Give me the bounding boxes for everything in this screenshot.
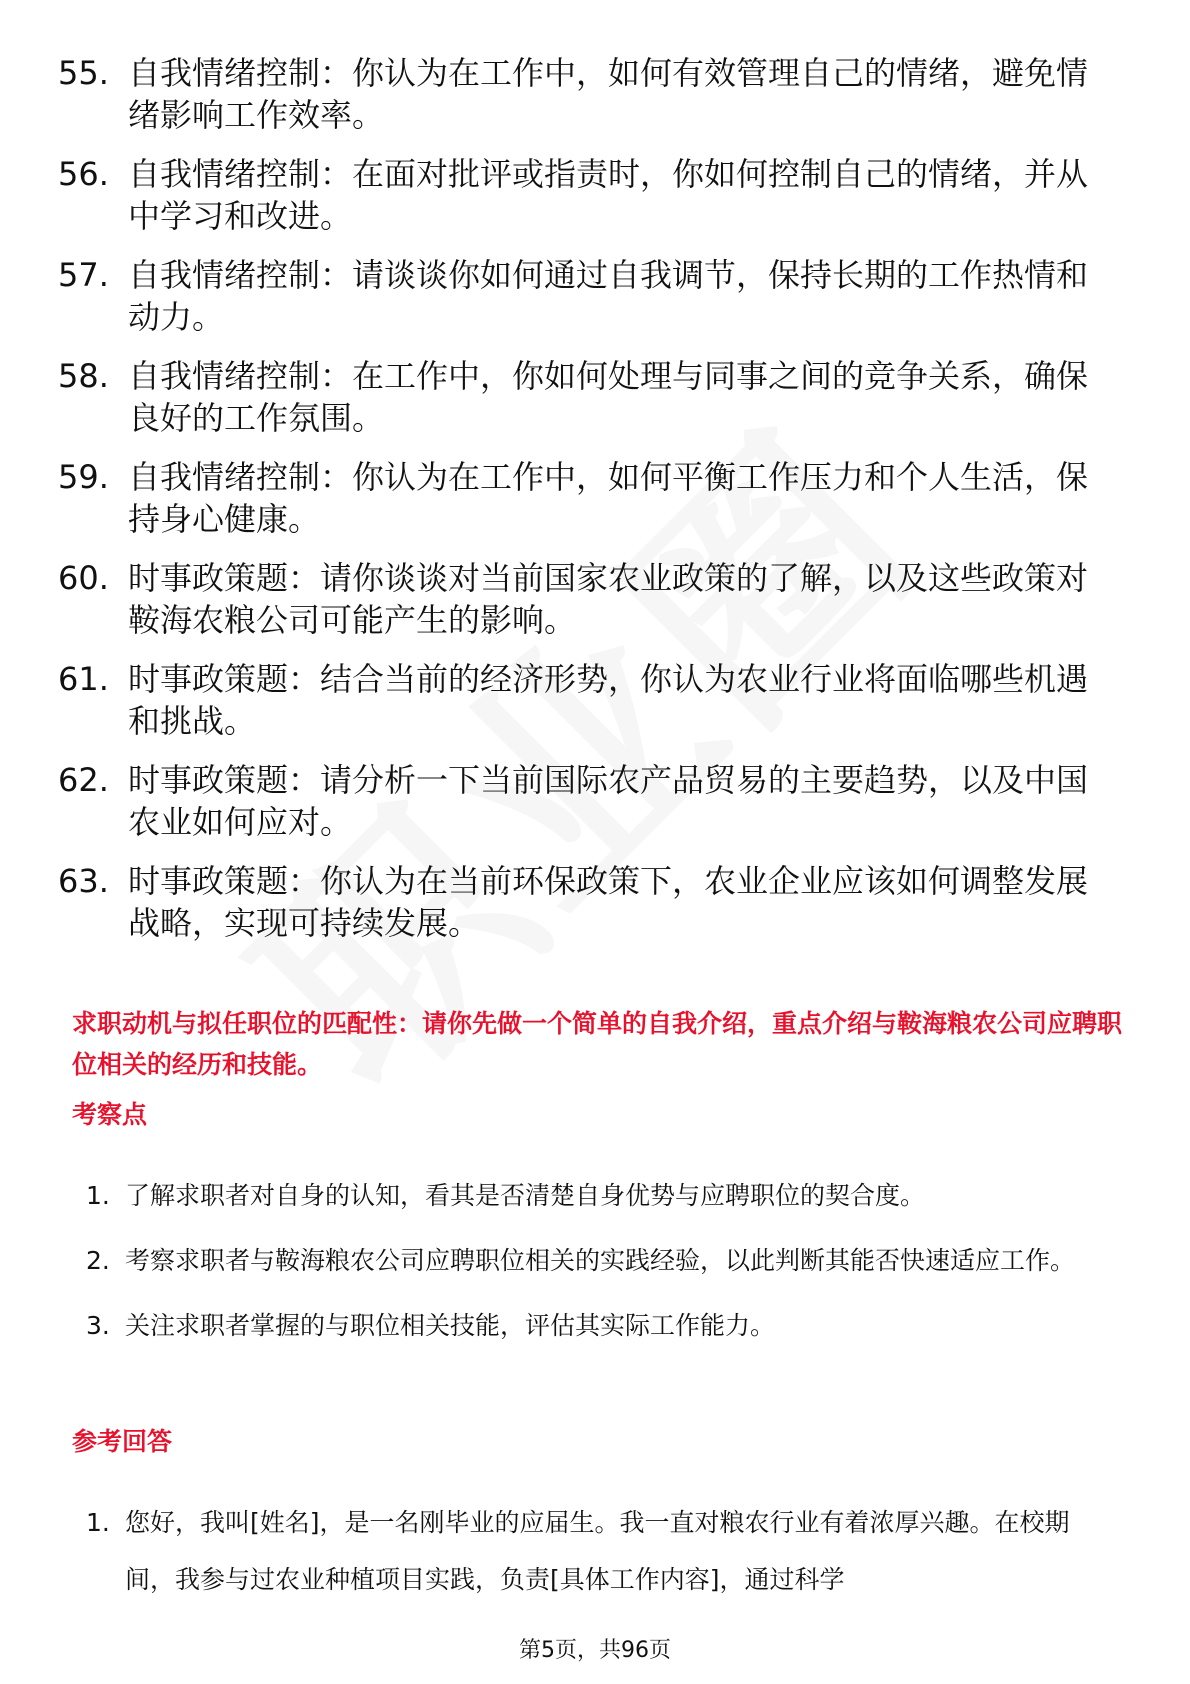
question-text: 时事政策题：结合当前的经济形势，你认为农业行业将面临哪些机遇和挑战。 <box>128 660 1089 740</box>
question-item <box>0 52 1190 136</box>
question-number: 57. <box>58 256 109 294</box>
list-text: 您好，我叫[姓名]，是一名刚毕业的应届生。我一直对粮农行业有着浓厚兴趣。在校期间，我参与过农业种植项目实践，负责[具体工作内容]，通过科学 <box>125 1508 1070 1594</box>
question-item <box>0 658 1190 742</box>
question-text: 自我情绪控制：在工作中，你如何处理与同事之间的竞争关系，确保良好的工作氛围。 <box>128 357 1089 437</box>
list-number: 1. <box>86 1181 110 1210</box>
section-heading: 求职动机与拟任职位的匹配性：请你先做一个简单的自我介绍，重点介绍与鞍海粮农公司应聘职位相关的经历和技能。 <box>72 1009 1123 1079</box>
question-text: 自我情绪控制：在面对批评或指责时，你如何控制自己的情绪，并从中学习和改进。 <box>128 155 1089 235</box>
question-item <box>0 254 1190 338</box>
question-number: 60. <box>58 559 109 597</box>
question-number: 59. <box>58 458 109 496</box>
question-item <box>0 759 1190 843</box>
question-item <box>0 153 1190 237</box>
question-text: 自我情绪控制：你认为在工作中，如何有效管理自己的情绪，避免情绪影响工作效率。 <box>128 54 1089 134</box>
page-footer: 第5页，共96页 <box>519 1638 671 1663</box>
question-number: 62. <box>58 761 109 799</box>
answer-title: 参考回答 <box>72 1427 173 1456</box>
list-text: 了解求职者对自身的认知，看其是否清楚自身优势与应聘职位的契合度。 <box>125 1181 926 1210</box>
question-text: 时事政策题：请分析一下当前国际农产品贸易的主要趋势，以及中国农业如何应对。 <box>128 761 1089 841</box>
question-text: 自我情绪控制：请谈谈你如何通过自我调节，保持长期的工作热情和动力。 <box>128 256 1089 336</box>
answers-list <box>0 1494 1190 1616</box>
question-number: 63. <box>58 862 109 900</box>
list-text: 考察求职者与鞍海粮农公司应聘职位相关的实践经验，以此判断其能否快速适应工作。 <box>125 1246 1076 1275</box>
list-item <box>0 1232 1190 1289</box>
list-number: 1. <box>86 1508 110 1537</box>
list-number: 2. <box>86 1246 110 1275</box>
points-list <box>0 1167 1190 1362</box>
question-item <box>0 557 1190 641</box>
question-item <box>0 456 1190 540</box>
question-number: 56. <box>58 155 109 193</box>
points-title: 考察点 <box>72 1100 148 1129</box>
question-text: 时事政策题：请你谈谈对当前国家农业政策的了解，以及这些政策对鞍海农粮公司可能产生的影响。 <box>128 559 1089 639</box>
question-list <box>0 52 1190 961</box>
list-item <box>0 1494 1190 1608</box>
list-number: 3. <box>86 1311 110 1340</box>
question-number: 58. <box>58 357 109 395</box>
question-item <box>0 355 1190 439</box>
list-item <box>0 1167 1190 1224</box>
question-number: 55. <box>58 54 109 92</box>
question-text: 自我情绪控制：你认为在工作中，如何平衡工作压力和个人生活，保持身心健康。 <box>128 458 1089 538</box>
question-text: 时事政策题：你认为在当前环保政策下，农业企业应该如何调整发展战略，实现可持续发展。 <box>128 862 1089 942</box>
question-item <box>0 860 1190 944</box>
question-number: 61. <box>58 660 109 698</box>
list-item <box>0 1297 1190 1354</box>
list-text: 关注求职者掌握的与职位相关技能，评估其实际工作能力。 <box>125 1311 776 1340</box>
